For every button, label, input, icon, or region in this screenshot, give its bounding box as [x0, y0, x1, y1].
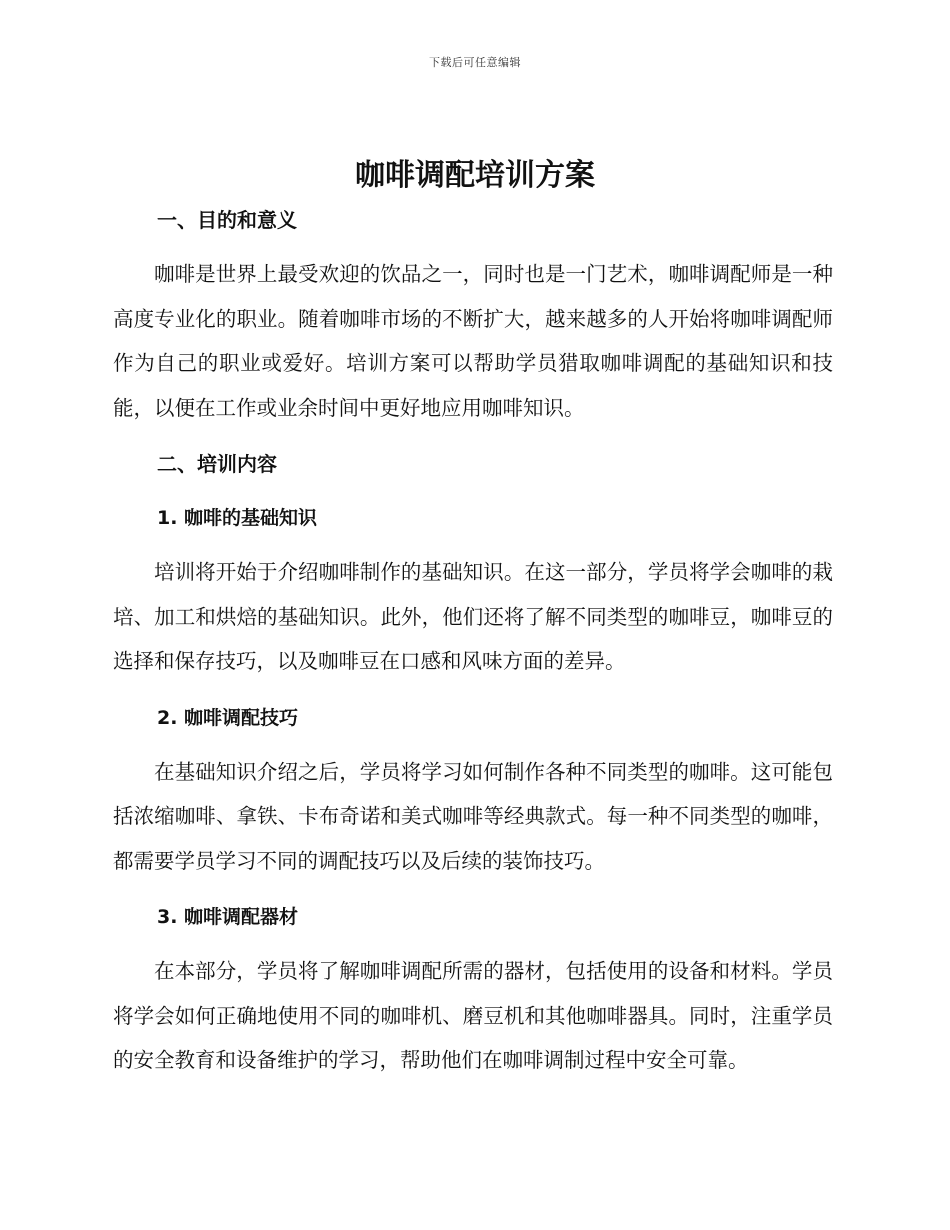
section-heading-purpose: 一、目的和意义 [157, 208, 297, 232]
subsection-paragraph-basics: 培训将开始于介绍咖啡制作的基础知识。在这一部分，学员将学会咖啡的栽培、加工和烘焙的基础知识。此外，他们还将了解不同类型的咖啡豆，咖啡豆的选择和保存技巧，以及咖啡豆在口感和风味方面的差异。 [113, 560, 833, 673]
document-title: 咖啡调配培训方案 [355, 158, 595, 193]
page-header-note: 下载后可任意编辑 [429, 56, 521, 69]
section-heading-content: 二、培训内容 [157, 452, 277, 476]
subsection-heading-techniques: 2. 咖啡调配技巧 [157, 706, 299, 729]
subsection-paragraph-equipment: 在本部分，学员将了解咖啡调配所需的器材，包括使用的设备和材料。学员将学会如何正确地使用不同的咖啡机、磨豆机和其他咖啡器具。同时，注重学员的安全教育和设备维护的学习，帮助他们在咖啡调制过程中安全可靠。 [113, 959, 833, 1072]
subsection-heading-equipment: 3. 咖啡调配器材 [157, 906, 299, 928]
document-body [113, 200, 833, 1083]
subsection-heading-basics: 1. 咖啡的基础知识 [157, 507, 318, 529]
subsection-paragraph-techniques: 在基础知识介绍之后，学员将学习如何制作各种不同类型的咖啡。这可能包括浓缩咖啡、拿铁、卡布奇诺和美式咖啡等经典款式。每一种不同类型的咖啡，都需要学员学习不同的调配技巧以及后续的装饰技巧。 [113, 759, 833, 873]
section-paragraph-purpose: 咖啡是世界上最受欢迎的饮品之一，同时也是一门艺术，咖啡调配师是一种高度专业化的职业。随着咖啡市场的不断扩大，越来越多的人开始将咖啡调配师作为自己的职业或爱好。培训方案可以帮助学员猎取咖啡调配的基础知识和技能，以便在工作或业余时间中更好地应用咖啡知识。 [113, 262, 833, 420]
